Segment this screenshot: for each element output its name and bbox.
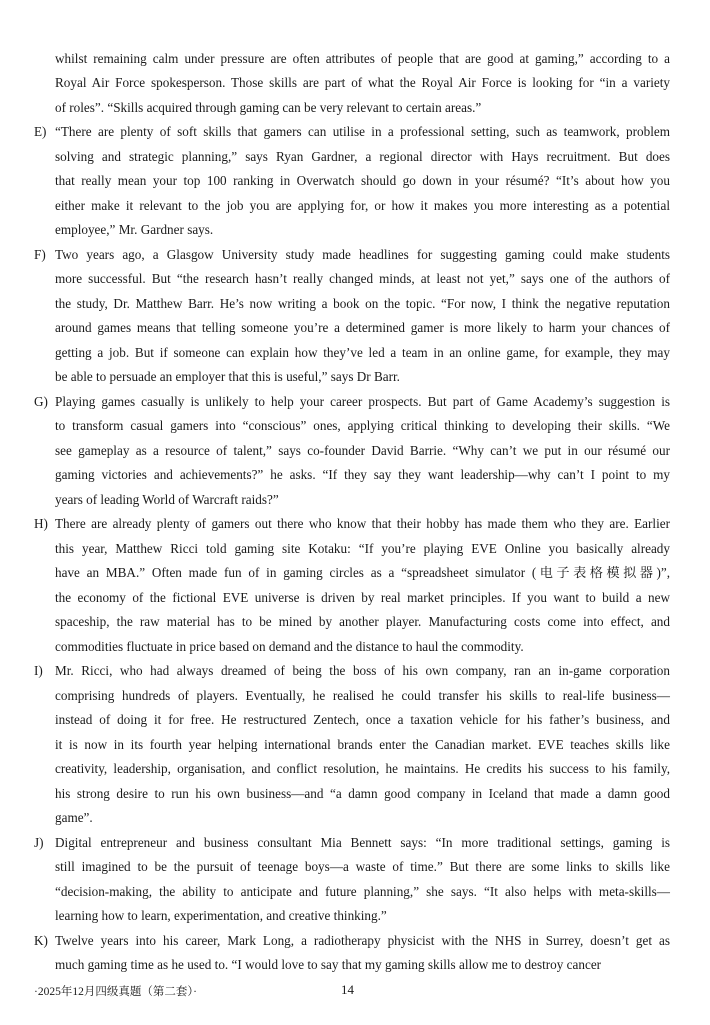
page-number: 14 xyxy=(341,982,354,997)
text-line: instead of doing it for free. He restructured Zentech, once a taxation vehicle for his father’s business, and xyxy=(55,712,670,727)
paragraph-h xyxy=(0,512,710,659)
paragraph-letter: J) xyxy=(34,834,44,850)
text-line: comprising hundreds of players. Eventually, he realised he could transfer his skills to real-life business— xyxy=(55,687,670,703)
paragraph-continued xyxy=(0,47,710,121)
text-line: years of leading World of Warcraft raids?” xyxy=(55,491,279,507)
text-line: solving and strategic planning,” says Ryan Gardner, a regional director with Hays recruitment. But does xyxy=(55,148,670,164)
text-line: be able to persuade an employer that this is useful,” says Dr Barr. xyxy=(55,369,400,384)
text-line: around games means that telling someone you’re a determined gamer is more likely to harm your chances of xyxy=(55,320,670,335)
text-line: “There are plenty of soft skills that gamers can utilise in a professional setting, such as teamwork, problem xyxy=(55,124,670,139)
text-line: Digital entrepreneur and business consultant Mia Bennett says: “In more traditional settings, gaming is xyxy=(55,834,670,850)
text-line: the economy of the fictional EVE universe is driven by real market principles. If you want to build a new xyxy=(55,589,670,605)
paragraph-letter: G) xyxy=(34,393,48,409)
text-line: whilst remaining calm under pressure are often attributes of people that are good at gaming,” according to a xyxy=(55,50,670,66)
paragraph-i xyxy=(0,659,710,831)
text-line: more successful. But “the research hasn’t really changed minds, at least not yet,” says one of the authors of xyxy=(55,271,670,286)
text-line: getting a job. But if someone can explain how they’ve led a team in an online game, for example, they may xyxy=(55,344,670,360)
text-line: his strong desire to run his own business—and “a damn good company in Iceland that made a damn good xyxy=(55,785,670,801)
text-line: Twelve years into his career, Mark Long, a radiotherapy physicist with the NHS in Surrey, doesn’t get as xyxy=(55,932,670,948)
paragraph-letter: K) xyxy=(34,932,48,948)
text-line: creativity, leadership, organisation, and conflict resolution, he maintains. He credits his success to his family, xyxy=(55,761,670,776)
text-line: it is now in its fourth year helping international brands enter the Canadian market. EVE teaches skills like xyxy=(55,736,670,752)
text-line: commodities fluctuate in price based on demand and the distance to haul the commodity. xyxy=(55,638,524,654)
text-line: this year, Matthew Ricci told gaming site Kotaku: “If you’re playing EVE Online you basically already xyxy=(55,540,670,556)
paragraph-e xyxy=(0,120,710,243)
paragraph-f xyxy=(0,243,710,390)
text-line: Mr. Ricci, who had always dreamed of being the boss of his own company, ran an in-game corporation xyxy=(55,663,670,678)
text-line: “decision-making, the ability to anticipate and future planning,” she says. “It also helps with meta-skills— xyxy=(55,883,670,899)
text-line: much gaming time as he used to. “I would love to say that my gaming skills allow me to destroy cancer xyxy=(55,957,602,972)
text-line: learning how to learn, experimentation, and creative thinking.” xyxy=(55,908,387,923)
paragraph-k xyxy=(0,929,710,978)
page-footer xyxy=(0,983,710,1003)
text-line: game”. xyxy=(55,810,93,825)
paragraph-letter: F) xyxy=(34,246,46,262)
text-line: the study, Dr. Matthew Barr. He’s now writing a book on the topic. “For now, I think the negative reputation xyxy=(55,295,670,311)
paragraph-j xyxy=(0,831,710,929)
text-line: Two years ago, a Glasgow University study made headlines for suggesting gaming could make students xyxy=(55,246,670,262)
text-line: of roles”. “Skills acquired through gaming can be very relevant to certain areas.” xyxy=(55,99,482,115)
text-line: gaming victories and achievements?” he asks. “If they say they want leadership—why can’t I point to my xyxy=(55,467,670,482)
paragraph-letter: H) xyxy=(34,516,48,531)
text-line: that really mean your top 100 ranking in Overwatch should go down in your résumé? “It’s about how you xyxy=(55,173,670,188)
paragraph-letter: E) xyxy=(34,124,47,139)
paragraph-g xyxy=(0,390,710,513)
text-line: There are already plenty of gamers out there who know that their hobby has made them who they are. Earlier xyxy=(55,516,670,531)
text-line: see gameplay as a resource of talent,” says co-founder David Barrie. “Why can’t we put in our résumé our xyxy=(55,442,670,458)
text-line: still imagined to be the pursuit of teenage boys—a waste of time.” But there are some links to skills like xyxy=(55,859,670,874)
text-line: Playing games casually is unlikely to help your career prospects. But part of Game Academy’s suggestion is xyxy=(55,393,670,409)
text-line: employee,” Mr. Gardner says. xyxy=(55,222,214,237)
text-line: to transform casual gamers into “conscious” ones, applying critical thinking to developing their skills. “We xyxy=(55,418,670,433)
text-line: either make it relevant to the job you are applying for, or how it makes you more interesting as a potential xyxy=(55,197,670,213)
exam-title-footer: ·2025年12月四级真题（第二套）· xyxy=(34,986,197,998)
text-line: spaceship, the raw material has to be mined by another player. Manufacturing costs come into effect, and xyxy=(55,614,670,629)
text-line: Royal Air Force spokesperson. Those skills are part of what the Royal Air Force is looking for “in a variety xyxy=(55,75,670,90)
paragraph-letter: I) xyxy=(34,663,43,678)
text-line: have an MBA.” Often made fun of in gaming circles as a “spreadsheet simulator (电子表格模拟器)”, xyxy=(55,565,670,580)
